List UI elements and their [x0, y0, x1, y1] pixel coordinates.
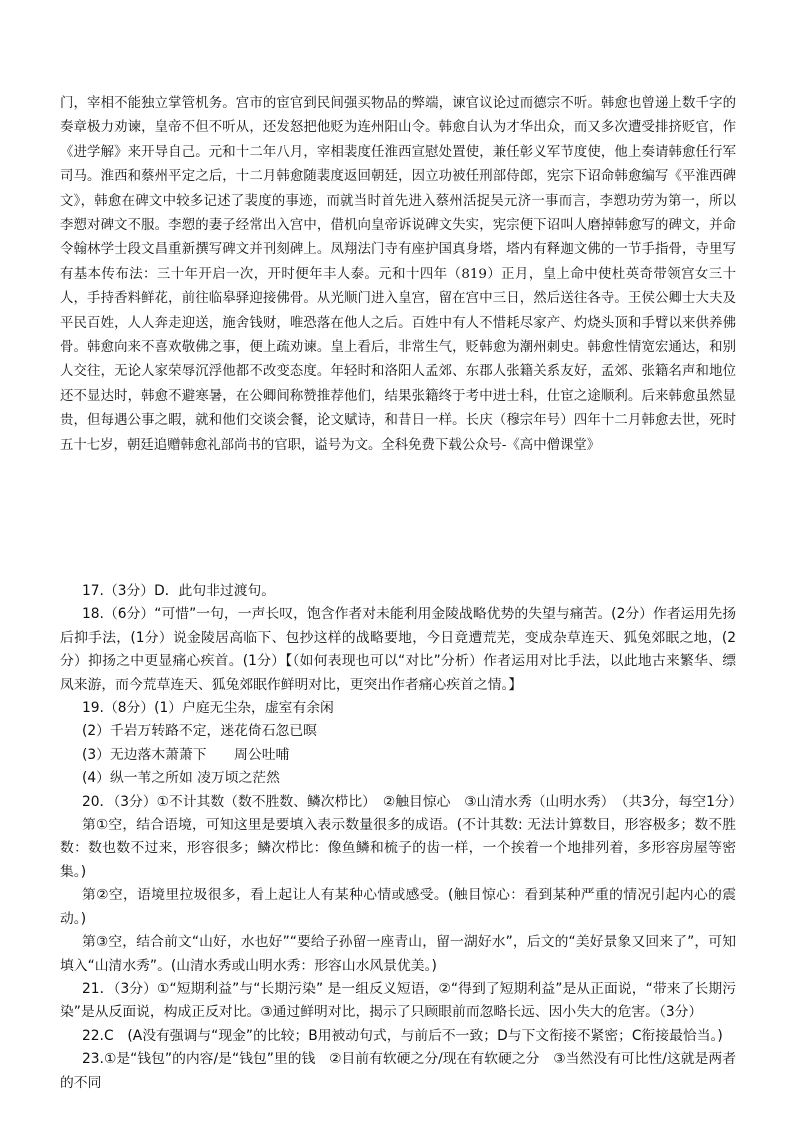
answer-22: 22.C (A没有强调与“现金”的比较；B用被动句式，与前后不一致；D与下文衔接不紧密；C衔接最恰当。) — [82, 1027, 723, 1044]
answer-20-blank-1: 第①空，结合语境，可知这里是要填入表示数量很多的成语。(不计其数: 无法计算数目，形容极多；数不胜数：数也数不过来，形容很多；鳞次栉比：像鱼鳞和梳子的齿一样，一个挨着一个地排列着，多形容房屋等密集。) — [60, 817, 736, 880]
translation-passage — [60, 92, 736, 458]
answer-20-blank-2: 第②空，语境里拉圾很多，看上起让人有某种心情或感受。(触目惊心：看到某种严重的情况引起内心的震动。) — [60, 887, 736, 927]
answer-19-3: (3）无边落木萧萧下 周公吐哺 — [82, 746, 290, 763]
answer-19-2: (2）千岩万转路不定，迷花倚石忽已暝 — [82, 723, 317, 740]
answer-20-blank-3: 第③空，结合前文“山好，水也好”“要给子孙留一座青山，留一湖好水”，后文的“美好景象又回来了”，可知填入“山清水秀”。(山清水秀或山明水秀：形容山水风景优美。) — [60, 934, 736, 974]
answer-19-4: (4）纵一苇之所如 凌万顷之茫然 — [82, 770, 280, 787]
passage-paragraph: 门，宰相不能独立掌管机务。宫市的宦官到民间强买物品的弊端，谏官议论过而德宗不听。韩愈也曾递上数千字的奏章极力劝谏，皇帝不但不听从，还发怒把他贬为连州阳山令。韩愈自认为才华出众，而又多次遭受排挤贬官，作《进学解》来开导自己。元和十二年八月，宰相裴度任淮西宣慰处置使，兼任彰义军节度使，他上奏请韩愈任行军司马。淮西和蔡州平定之后，十二月韩愈随裴度返回朝廷，因立功被任刑部侍郎，宪宗下诏命韩愈编写《平淮西碑文》，韩愈在碑文中较多记述了裴度的事迹，而就当时首先进入蔡州活捉吴元济一事而言，李愬功劳为第一，所以李愬对碑文不服。李愬的妻子经常出入宫中，借机向皇帝诉说碑文失实，宪宗便下诏叫人磨掉韩愈写的碑文，并命令翰林学士段文昌重新撰写碑文并刊刻碑上。凤翔法门寺有座护国真身塔，塔内有释迦文佛的一节手指骨，寺里写有基本传布法：三十年开启一次，开时便年丰人泰。元和十四年（819）正月，皇上命中使杜英奇带领宫女三十人，手持香料鲜花，前往临皋驿迎接佛骨。从光顺门进入皇宫，留在宫中三日，然后送往各寺。王侯公卿士大夫及平民百姓，人人奔走迎送，施舍钱财，唯恐落在他人之后。百姓中有人不惜耗尽家产、灼烧头顶和手臂以来供养佛骨。韩愈向来不喜欢敬佛之事，便上疏劝谏。皇上看后，非常生气，贬韩愈为潮州刺史。韩愈性情宽宏通达，和别人交往，无论人家荣辱沉浮他都不改变态度。年轻时和洛阳人孟郊、东郡人张籍关系友好，孟郊、张籍名声和地位还不显达时，韩愈不避寒暑，在公卿间称赞推荐他们，结果张籍终于考中进士科，仕宦之途顺利。后来韩愈虽然显贵，但每遇公事之暇，就和他们交谈会餐，论文赋诗，和昔日一样。长庆（穆宗年号）四年十二月韩愈去世，死时五十七岁，朝廷追赠韩愈礼部尚书的官职，谥号为文。全科免费下载公众号-《高中僧课堂》 — [60, 96, 736, 453]
answer-21: 21．（3分）①“短期利益”与“长期污染” 是一组反义短语，②“得到了短期利益”是从正面说，“带来了长期污染”是从反面说，构成正反对比。③通过鲜明对比，揭示了只顾眼前而忽略长远、因小失大的危害。（3分） — [60, 980, 736, 1021]
answer-key — [60, 580, 743, 1095]
answer-18: 18.（6分）“可惜”一句，一声长叹，饱含作者对未能利用金陵战略优势的失望与痛苦。(2分）作者运用先扬后抑手法，(1分）说金陵居高临下、包抄这样的战略要地，今日竟遭荒芜，变成杂草连天、狐兔郊眠之地，(2分）抑扬之中更显痛心疾首。(1分）【（如何表现也可以“对比”分析）作者运用对比手法，以此地古来繁华、缥凤来游，而今荒草连天、狐兔郊眠作鲜明对比，更突出作者痛心疾首之情。】 — [60, 606, 736, 693]
answer-20-head: 20．（3分）①不计其数（数不胜数、鳞次栉比） ②触目惊心 ③山清水秀（山明水秀） （共3分，每空1分） — [82, 793, 743, 810]
answer-19-head: 19.（8分）(1）户庭无尘杂，虚室有余闲 — [82, 700, 334, 717]
answer-23: 23.①是“钱包”的内容/是“钱包”里的钱 ②目前有软硬之分/现在有软硬之分 ③当然没有可比性/这就是两者的不同 — [60, 1051, 736, 1091]
answer-17: 17.（3分）D．此句非过渡句。 — [82, 583, 276, 599]
